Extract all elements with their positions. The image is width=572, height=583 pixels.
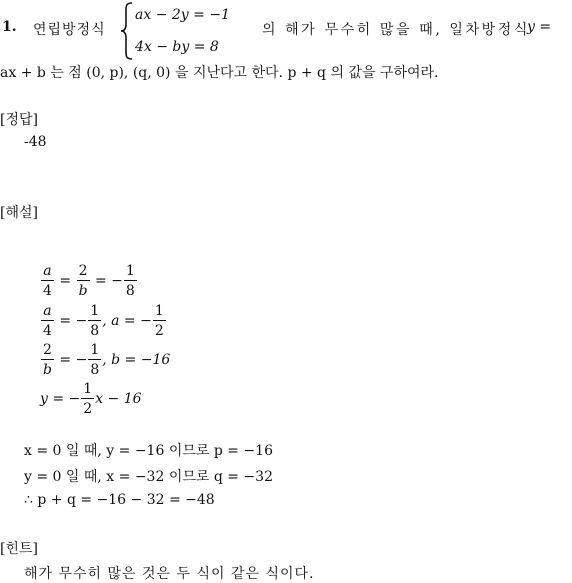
- hint-text: 해가 무수히 많은 것은 두 식이 같은 식이다.: [24, 566, 315, 582]
- fraction: $\frac{1}{8}$: [125, 263, 135, 299]
- problem-y-equals: y =: [527, 19, 552, 35]
- fraction: $\frac{1}{2}$: [154, 303, 164, 339]
- solution-line-2: y = 0 일 때, x = −32 이므로 q = −32: [24, 469, 273, 485]
- problem-after-system: 의 해가 무수히 많을 때, 일차방정식: [262, 22, 531, 38]
- problem-intro: 연립방정식: [33, 22, 106, 38]
- solution-row-2: $\frac{a}{4}$ = − $\frac{1}{8}$ , a = − $\frac{1}{2}$: [43, 303, 164, 339]
- solution-line-3: ∴ p + q = −16 − 32 = −48: [24, 492, 215, 508]
- solution-row-1: $\frac{a}{4}$ = $\frac{2}{b}$ = − $\frac{1}{8}$: [43, 263, 135, 299]
- equation-system: [119, 2, 254, 60]
- solution-heading: [해설]: [0, 205, 38, 221]
- fraction: $\frac{a}{4}$: [43, 303, 52, 339]
- equation-2: 4x − by = 8: [135, 39, 219, 55]
- left-brace-icon: [119, 2, 135, 60]
- fraction: $\frac{1}{8}$: [90, 342, 100, 378]
- solution-row-3: $\frac{2}{b}$ = − $\frac{1}{8}$ , b = −16: [43, 342, 171, 378]
- equation-1: ax − 2y = −1: [135, 7, 230, 23]
- fraction: $\frac{2}{b}$: [78, 263, 88, 299]
- problem-line-2: ax + b 는 점 (0, p), (q, 0) 을 지난다고 한다. p + q 의 값을 구하여라.: [0, 65, 439, 81]
- answer-heading: [정답]: [0, 112, 38, 128]
- solution-line-1: x = 0 일 때, y = −16 이므로 p = −16: [24, 443, 273, 459]
- problem-number: 1.: [2, 19, 17, 35]
- answer-value: -48: [24, 134, 47, 150]
- fraction: $\frac{1}{8}$: [90, 303, 100, 339]
- fraction: $\frac{2}{b}$: [43, 342, 52, 378]
- fraction: $\frac{a}{4}$: [43, 263, 52, 299]
- solution-row-4: y = − $\frac{1}{2}$ x − 16: [40, 381, 142, 417]
- fraction: $\frac{1}{2}$: [83, 381, 93, 417]
- hint-heading: [힌트]: [0, 541, 38, 557]
